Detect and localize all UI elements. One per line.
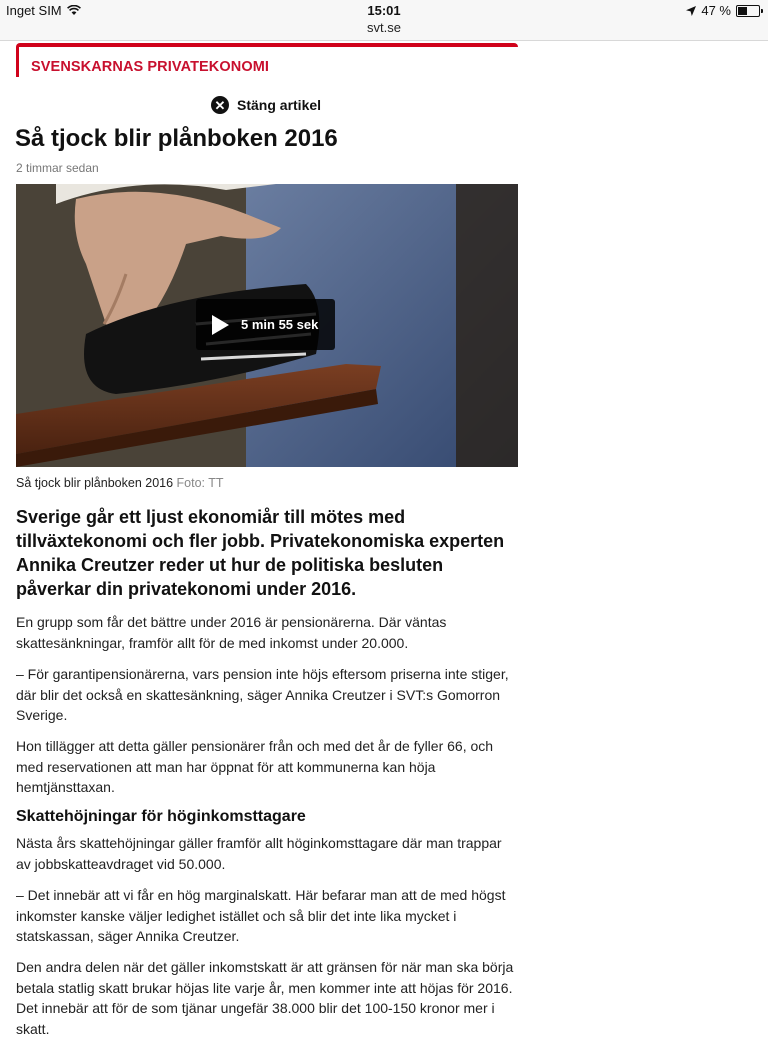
paragraph: Den andra delen när det gäller inkomstskatt är att gränsen för när man ska börja betala statlig skatt brukar höjas lite varje år, men kommer inte att höjas för 2016. Det innebär att för de som tjänar ungefär 38.000 blir det 100-150 kronor mer i skatt. (16, 959, 514, 1037)
caption-text: Så tjock blir plånboken 2016 (16, 476, 174, 490)
paragraph: Hon tillägger att detta gäller pensionärer från och med det år de fyller 66, och med reservationen att man har öppnat för att kommunerna kan höja hemtjänsttaxan. (16, 738, 494, 795)
play-button[interactable] (196, 299, 335, 350)
article-timestamp: 2 timmar sedan (16, 161, 99, 175)
status-bar (0, 0, 768, 41)
close-article-button[interactable] (211, 96, 321, 114)
location-arrow-icon (686, 6, 696, 16)
video-player[interactable] (16, 184, 518, 467)
subheading: Skattehöjningar för höginkomsttagare (16, 808, 306, 825)
section-title[interactable]: SVENSKARNAS PRIVATEKONOMI (31, 59, 270, 75)
battery-percent: 47 % (701, 3, 731, 18)
url-bar[interactable]: svt.se (367, 20, 401, 35)
video-duration[interactable]: 5 min 55 sek (241, 317, 319, 332)
play-icon[interactable] (212, 315, 229, 335)
clock: 15:01 (367, 3, 401, 18)
paragraph: – För garantipensionärerna, vars pension inte höjs eftersom priserna inte stiger, där blir det också en skattesänkning, säger Annika Creutzer i SVT:s Gomorron Sverige. (16, 666, 509, 723)
paragraph: – Det innebär att vi får en hög marginalskatt. Här befarar man att de med högst inkomster kanske väljer ledighet istället och så blir det inte lika mycket i statskassan, säger Annika Creutzer. (16, 887, 506, 944)
photo-credit: Foto: TT (176, 476, 224, 490)
carrier-label: Inget SIM (6, 3, 62, 18)
image-caption (16, 476, 224, 490)
paragraph: En grupp som får det bättre under 2016 är pensionärerna. Där väntas skattesänkningar, framför allt för de med inkomst under 20.000. (16, 614, 447, 651)
article-headline: Så tjock blir plånboken 2016 (15, 125, 338, 152)
battery-icon (736, 5, 760, 17)
article-lead: Sverige går ett ljust ekonomiår till mötes med tillväxtekonomi och fler jobb. Privatekonomiska experten Annika Creutzer reder ut hur de politiska besluten påverkar din privatekonomi under 2016. (16, 507, 505, 599)
battery-level (738, 7, 747, 15)
close-icon[interactable]: ✕ (211, 96, 229, 114)
paragraph: Nästa års skattehöjningar gäller framför allt höginkomsttagare där man trappar av jobbskatteavdraget vid 50.000. (16, 835, 502, 872)
status-right (686, 3, 760, 18)
close-article-label[interactable]: Stäng artikel (237, 97, 322, 113)
